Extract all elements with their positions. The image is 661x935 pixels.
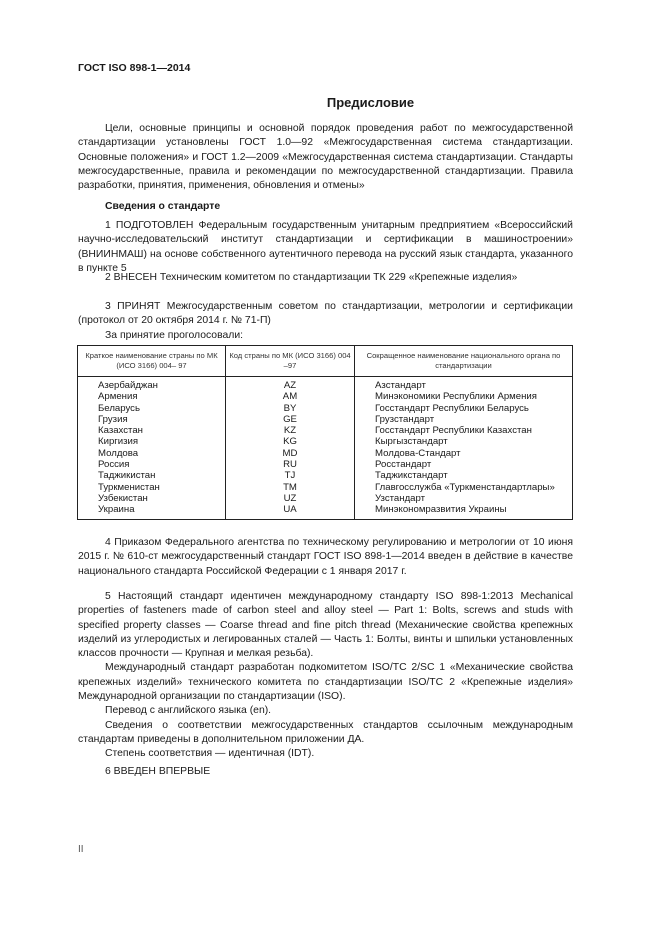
standards-body: Азстандарт — [355, 377, 573, 392]
country-name: Россия — [78, 459, 226, 470]
table-row — [78, 504, 573, 519]
standards-body: Минэкономразвития Украины — [355, 504, 573, 519]
page-title: Предисловие — [326, 95, 415, 110]
country-code: GE — [226, 414, 355, 425]
table-row — [78, 459, 573, 470]
standards-body: Госстандарт Республики Беларусь — [355, 403, 573, 414]
voting-table — [77, 345, 573, 520]
country-code: RU — [226, 459, 355, 470]
country-code: AM — [226, 391, 355, 402]
country-code: TM — [226, 482, 355, 493]
item-5 — [78, 590, 573, 762]
country-code: UZ — [226, 493, 355, 504]
country-name: Молдова — [78, 448, 226, 459]
standards-body: Молдова-Стандарт — [355, 448, 573, 459]
item-3-votes: За принятие проголосовали: — [105, 329, 244, 341]
item-3 — [78, 300, 573, 343]
item-6-text: 6 ВВЕДЕН ВПЕРВЫЕ — [105, 766, 211, 777]
country-name: Беларусь — [78, 403, 226, 414]
table-row — [78, 425, 573, 436]
standards-body: Минэкономики Республики Армения — [355, 391, 573, 402]
table-row — [78, 448, 573, 459]
standards-body: Главгосслужба «Туркменстандартлары» — [355, 482, 573, 493]
country-name: Азербайджан — [78, 377, 226, 392]
table-row — [78, 377, 573, 392]
item-5-degree: Степень соответствия — идентичная (IDT). — [105, 748, 315, 760]
country-name: Армения — [78, 391, 226, 402]
header-standards-body: Сокращенное наименование национального органа по стандартизации — [355, 346, 573, 377]
document-id: ГОСТ ISO 898-1—2014 — [78, 62, 191, 74]
standards-body: Кыргызстандарт — [355, 436, 573, 447]
item-6 — [78, 765, 573, 779]
header-country-code: Код страны по МК (ИСО 3166) 004 –97 — [226, 346, 355, 377]
standards-body: Узстандарт — [355, 493, 573, 504]
table-row — [78, 470, 573, 481]
country-code: AZ — [226, 377, 355, 392]
country-name: Узбекистан — [78, 493, 226, 504]
table-row — [78, 414, 573, 425]
item-5-language: Перевод с английского языка (en). — [105, 705, 272, 717]
country-code: KG — [226, 436, 355, 447]
table-row — [78, 436, 573, 447]
item-5-developer: Международный стандарт разработан подкомитетом ISO/TC 2/SC 1 «Механические свойства крепежных изделий» технического комитета по стандартизации ISO/TC 2 «Крепежные изделия» Международной организации по стандартизации (ISO). — [78, 662, 573, 703]
standards-body: Госстандарт Республики Казахстан — [355, 425, 573, 436]
country-code: BY — [226, 403, 355, 414]
country-code: UA — [226, 504, 355, 519]
country-code: TJ — [226, 470, 355, 481]
standards-body: Росстандарт — [355, 459, 573, 470]
country-name: Грузия — [78, 414, 226, 425]
page-number: II — [78, 844, 84, 855]
intro-paragraph — [78, 122, 573, 193]
item-2-text: 2 ВНЕСЕН Техническим комитетом по стандартизации ТК 229 «Крепежные изделия» — [105, 272, 518, 283]
country-name: Таджикистан — [78, 470, 226, 481]
item-4 — [78, 536, 573, 579]
country-name: Киргизия — [78, 436, 226, 447]
section-title: Сведения о стандарте — [105, 201, 221, 212]
item-1-text: 1 ПОДГОТОВЛЕН Федеральным государственным унитарным предприятием «Всероссийский научно-исследовательский институт стандартизации и сертификации в машиностроении» (ВНИИНМАШ) на основе собственного аутентичного перевода на русский язык стандарта, указанного в пункте 5 — [78, 220, 573, 274]
country-name: Украина — [78, 504, 226, 519]
header-country-name: Краткое наименование страны по МК (ИСО 3166) 004– 97 — [78, 346, 226, 377]
standards-body: Таджикстандарт — [355, 470, 573, 481]
item-5-references: Сведения о соответствии межгосударственных стандартов ссылочным международным стандартам приведены в дополнительном приложении ДА. — [78, 719, 573, 745]
country-name: Казахстан — [78, 425, 226, 436]
item-3-text: 3 ПРИНЯТ Межгосударственным советом по стандартизации, метрологии и сертификации (протокол от 20 октября 2014 г. № 71-П) — [78, 301, 573, 327]
item-4-text: 4 Приказом Федерального агентства по техническому регулированию и метрологии от 10 июня 2015 г. № 610-ст межгосударственный стандарт ГОСТ ISO 898-1—2014 введен в действие в качестве национального стандарта Российской Федерации с 1 января 2017 г. — [78, 537, 573, 577]
table-row — [78, 391, 573, 402]
country-code: MD — [226, 448, 355, 459]
intro-text: Цели, основные принципы и основной порядок проведения работ по межгосударственной стандартизации установлены ГОСТ 1.0—92 «Межгосударственная система стандартизации. Основные положения» и ГОСТ 1.2—2009 «Межгосударственная система стандартизации. Стандарты межгосударственные, правила и рекомендации по межгосударственной стандартизации. Правила разработки, принятия, применения, обновления и отмены» — [78, 123, 573, 192]
item-2 — [78, 271, 573, 285]
table-row — [78, 493, 573, 504]
country-name: Туркменистан — [78, 482, 226, 493]
table-row — [78, 403, 573, 414]
standards-body: Грузстандарт — [355, 414, 573, 425]
table-row — [78, 482, 573, 493]
item-1 — [78, 219, 573, 276]
item-5-text: 5 Настоящий стандарт идентичен международному стандарту ISO 898-1:2013 Mechanical properties of fasteners made of carbon steel and alloy steel — Part 1: Bolts, screws and studs with specified property classes — Coarse thread and fine pitch thread (Механические свойства крепежных изделий из углеродистых и легированных сталей — Часть 1: Болты, винты и шпильки установленных классов прочности — Крупная и мелкая резьба). — [78, 591, 573, 660]
table-header-row — [78, 346, 573, 377]
country-code: KZ — [226, 425, 355, 436]
